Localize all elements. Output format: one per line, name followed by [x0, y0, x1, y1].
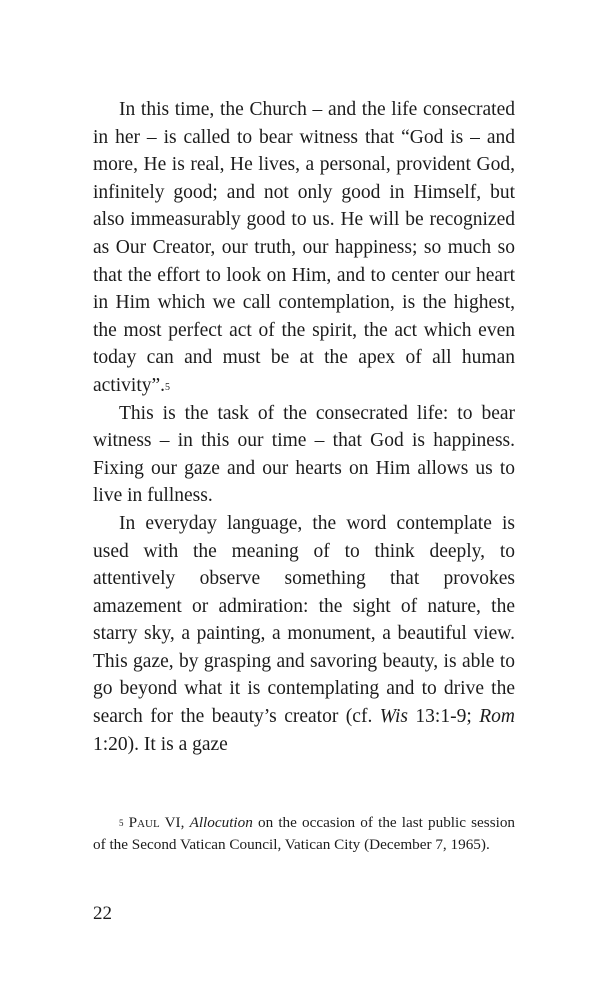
paragraph-3: [93, 510, 515, 758]
footnote-text: on the occasion of the last public session of the Second Vatican Council, Vatican City (December 7, 1965).: [93, 814, 516, 853]
paragraph-1: [93, 96, 515, 400]
scripture-ref-wis: 13:1-9;: [407, 706, 480, 728]
footnote-title: Allocution: [189, 814, 253, 831]
paragraph-3-text: In everyday language, the word contemplate is used with the meaning of to think deeply, to attentively observe something that provokes amazement or admiration: the sight of nature, the starry sky, a painting, a monument, a beautiful view. This gaze, by grasping and savoring beauty, is able to go beyond what it is contemplating and to drive the search for the beauty’s creator (cf.: [93, 512, 515, 728]
footnote-author: Paul VI: [128, 814, 181, 831]
footnote: $^5$ Paul VI, Allocution on the occasion of the last public session of the Second Vatican Council, Vatican City (December 7, 1965).: [93, 814, 516, 853]
scripture-book-wis: Wis: [379, 706, 408, 728]
main-text: [93, 96, 515, 758]
scripture-book-rom: Rom: [479, 706, 515, 728]
paragraph-1-text: In this time, the Church – and the life consecrated in her – is called to bear witness that “God is – and more, He is real, He lives, a personal, provident God, infinitely good; and not only good in Himself, but also immeasurably good to us. He will be recognized as Our Creator, our truth, our happiness; so much so that the effort to look on Him, and to center our heart in Him which we call contemplation, is the highest, the most perfect act of the spirit, the act which even today can and must be at the apex of all human activity”.: [93, 99, 515, 396]
footnote-mark: 5: [119, 818, 124, 828]
footnote-reference: 5: [165, 381, 171, 393]
scripture-ref-rom-continued: 1:20). It is a gaze: [93, 733, 228, 755]
page-number: 22: [93, 903, 112, 924]
paragraph-2: This is the task of the consecrated life: to bear witness – in this our time – that God is happiness. Fixing our gaze and our hearts on Him allows us to live in fullness.: [93, 402, 515, 507]
